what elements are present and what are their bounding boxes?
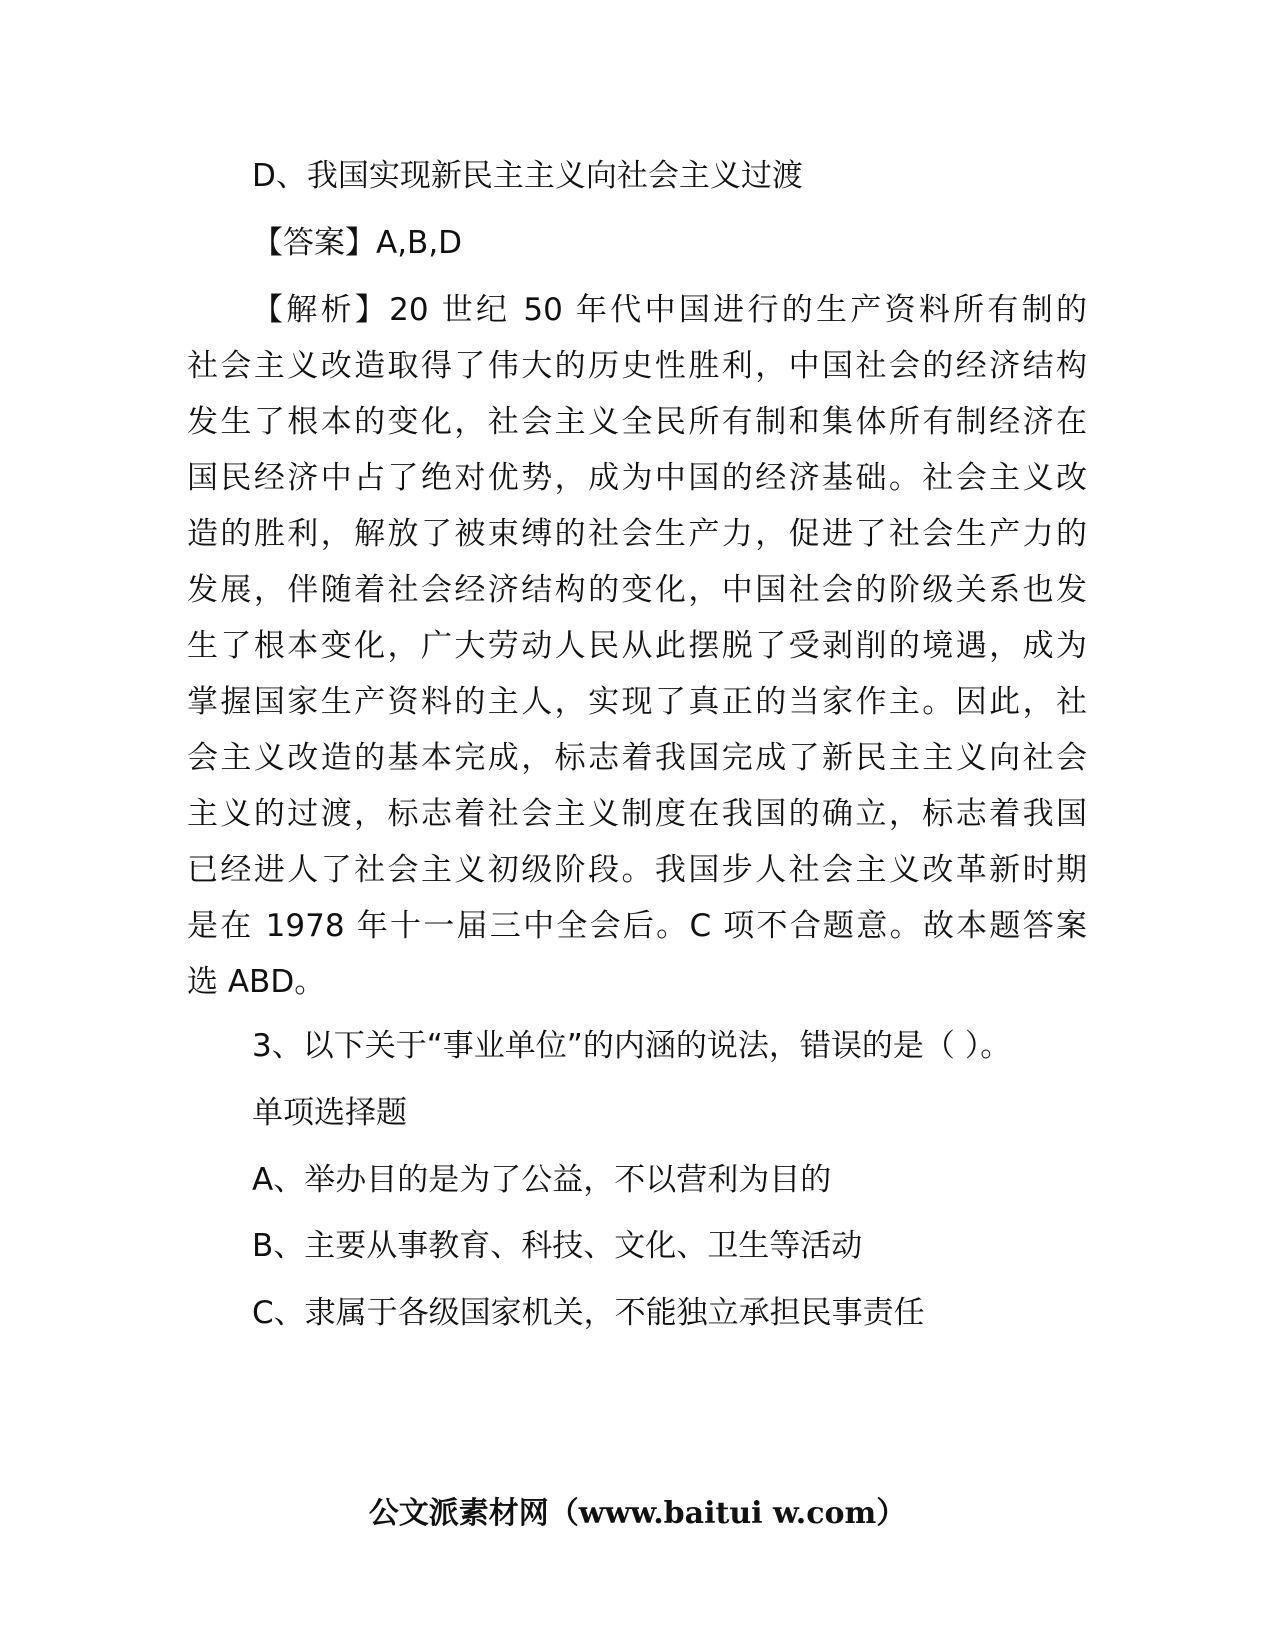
analysis-line: 主义的过渡，标志着社会主义制度在我国的确立，标志着我国 <box>187 796 1087 832</box>
analysis-line: 已经进人了社会主义初级阶段。我国步人社会主义改革新时期 <box>187 852 1087 888</box>
analysis-line: 社会主义改造取得了伟大的历史性胜利，中国社会的经济结构 <box>187 348 1087 384</box>
analysis-line: 发展，伴随着社会经济结构的变化，中国社会的阶级关系也发 <box>187 572 1087 608</box>
question-type: 单项选择题 <box>252 1095 407 1131</box>
analysis-line: 造的胜利，解放了被束缚的社会生产力，促进了社会生产力的 <box>187 516 1087 552</box>
analysis-line: 选 ABD。 <box>187 964 326 1000</box>
analysis-line: 会主义改造的基本完成，标志着我国完成了新民主主义向社会 <box>187 740 1087 776</box>
analysis-line: 发生了根本的变化，社会主义全民所有制和集体所有制经济在 <box>187 404 1087 440</box>
option-a: A、举办目的是为了公益，不以营利为目的 <box>252 1162 832 1198</box>
analysis-line: 【解析】20 世纪 50 年代中国进行的生产资料所有制的 <box>252 292 1087 328</box>
answer-line: 【答案】A,B,D <box>252 225 463 261</box>
option-b: B、主要从事教育、科技、文化、卫生等活动 <box>252 1228 863 1264</box>
option-c: C、隶属于各级国家机关，不能独立承担民事责任 <box>252 1295 925 1331</box>
analysis-line: 是在 1978 年十一届三中全会后。C 项不合题意。故本题答案 <box>187 908 1087 944</box>
question-3-stem: 3、以下关于“事业单位”的内涵的说法，错误的是（ ）。 <box>252 1028 1012 1064</box>
footer-watermark: 公文派素材网（www.baitui w.com） <box>368 1496 907 1531</box>
analysis-line: 掌握国家生产资料的主人，实现了真正的当家作主。因此，社 <box>187 684 1087 720</box>
analysis-line: 生了根本变化，广大劳动人民从此摆脱了受剥削的境遇，成为 <box>187 628 1087 664</box>
analysis-line: 国民经济中占了绝对优势，成为中国的经济基础。社会主义改 <box>187 460 1087 496</box>
option-d: D、我国实现新民主主义向社会主义过渡 <box>252 158 803 194</box>
